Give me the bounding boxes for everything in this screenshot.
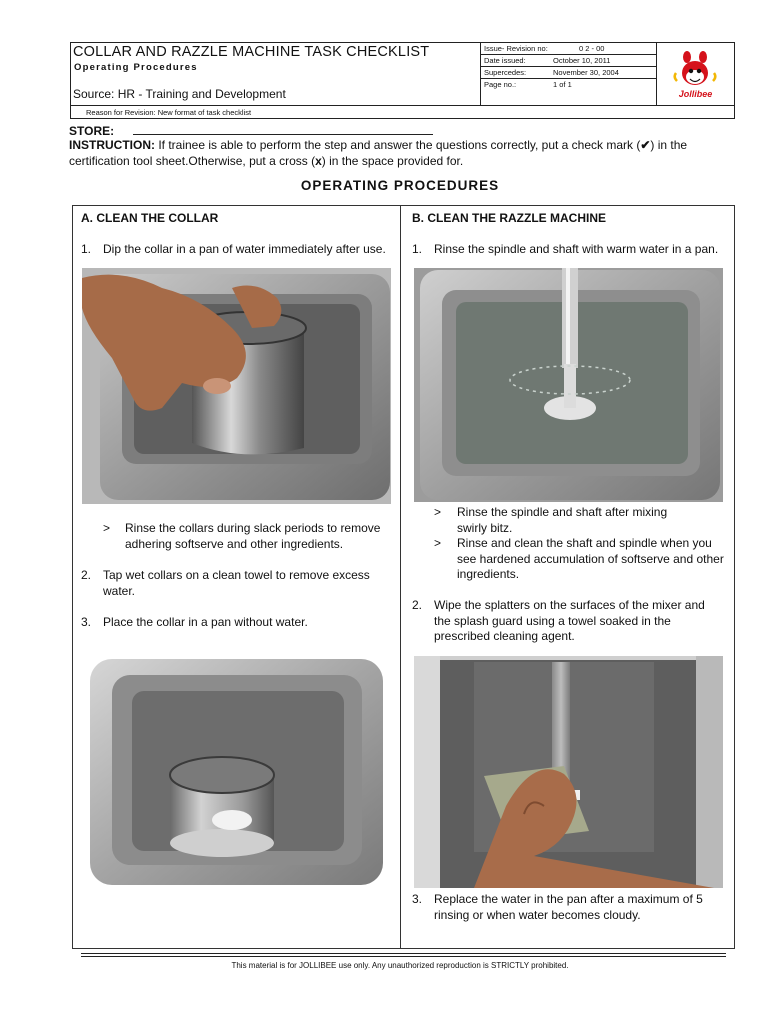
footer-notice: This material is for JOLLIBEE use only. Any unauthorized reproduction is STRICTLY prohibited. <box>231 961 569 970</box>
col-a-bullet1-text: Rinse the collars during slack periods to remove adhering softserve and other ingredients. <box>125 521 381 551</box>
store-input-line[interactable] <box>133 134 433 135</box>
meta-key: Page no.: <box>484 80 517 89</box>
header-meta-cell <box>481 43 657 105</box>
photo-rinse-spindle <box>414 268 723 502</box>
col-a-step1-text: Dip the collar in a pan of water immediately after use. <box>103 242 386 256</box>
column-divider <box>400 205 401 949</box>
col-b-bullet2-text: Rinse and clean the shaft and spindle when you see hardened accumulation of softserve and other ingredients. <box>457 536 724 581</box>
instruction-part: If trainee is able to perform the step and answer the questions correctly, put a check mark ( <box>155 138 641 152</box>
cross-mark: x <box>315 153 322 168</box>
section-title: OPERATING PROCEDURES <box>300 178 500 193</box>
store-label: STORE: <box>69 124 115 138</box>
col-b-step2-num: 2. <box>412 598 423 612</box>
jollibee-mascot-icon <box>667 47 723 91</box>
meta-value: November 30, 2004 <box>553 68 619 77</box>
instruction-part: ) in the space provided for. <box>321 153 464 168</box>
meta-row-date-issued <box>481 55 657 67</box>
col-b-bullet2-mark: > <box>434 536 442 550</box>
col-b-bullet1-text: Rinse the spindle and shaft after mixing swirly bitz. <box>457 505 668 535</box>
instruction-part: ) in the certification tool sheet.Otherwise, put a cross ( <box>69 138 688 168</box>
logo-text: Jollibee <box>678 89 713 99</box>
col-a-step3-text: Place the collar in a pan without water. <box>103 615 308 629</box>
footer-rule <box>81 956 726 957</box>
revision-reason: Reason for Revision: New format of task checklist <box>71 105 734 119</box>
col-b-step3-text: Replace the water in the pan after a maximum of 5 rinsing or when water becomes cloudy. <box>434 892 703 922</box>
meta-key: Date issued: <box>484 56 526 65</box>
instruction-text <box>69 138 737 169</box>
meta-value: October 10, 2011 <box>553 56 611 65</box>
meta-row-supercedes <box>481 67 657 79</box>
meta-row-page <box>481 79 657 91</box>
header-title-cell <box>71 43 481 105</box>
photo-wipe-splatters <box>414 656 723 888</box>
col-a-bullet1-mark: > <box>103 521 111 535</box>
col-a-step2-text: Tap wet collars on a clean towel to remove excess water. <box>103 568 370 598</box>
col-b-bullet1-mark: > <box>434 505 442 519</box>
instruction-label: INSTRUCTION: <box>69 138 155 152</box>
document-header <box>70 42 735 119</box>
meta-value: 1 of 1 <box>553 80 572 89</box>
photo-collar-in-pan <box>82 655 391 889</box>
col-b-heading: B. CLEAN THE RAZZLE MACHINE <box>412 211 606 225</box>
meta-key: Issue- Revision no: <box>484 44 548 53</box>
meta-key: Supercedes: <box>484 68 527 77</box>
col-a-step2-num: 2. <box>81 568 92 582</box>
photo-dip-collar <box>82 268 391 504</box>
col-b-step3-num: 3. <box>412 892 423 906</box>
meta-value: 0 2 - 00 <box>579 44 605 53</box>
jollibee-logo <box>657 43 734 105</box>
document-subtitle: Operating Procedures <box>74 62 198 73</box>
col-b-step1-text: Rinse the spindle and shaft with warm water in a pan. <box>434 242 719 256</box>
meta-row-revision <box>481 43 657 55</box>
col-b-step1-num: 1. <box>412 242 423 256</box>
footer-rule <box>81 953 726 954</box>
document-source: Source: HR - Training and Development <box>73 87 286 101</box>
col-a-step3-num: 3. <box>81 615 92 629</box>
check-mark-icon: ✔ <box>640 138 651 152</box>
col-b-step2-text: Wipe the splatters on the surfaces of the mixer and the splash guard using a towel soaked in the prescribed cleaning agent. <box>434 598 705 643</box>
col-a-step1-num: 1. <box>81 242 92 256</box>
document-title: COLLAR AND RAZZLE MACHINE TASK CHECKLIST <box>73 44 430 60</box>
col-a-heading: A. CLEAN THE COLLAR <box>81 211 219 225</box>
